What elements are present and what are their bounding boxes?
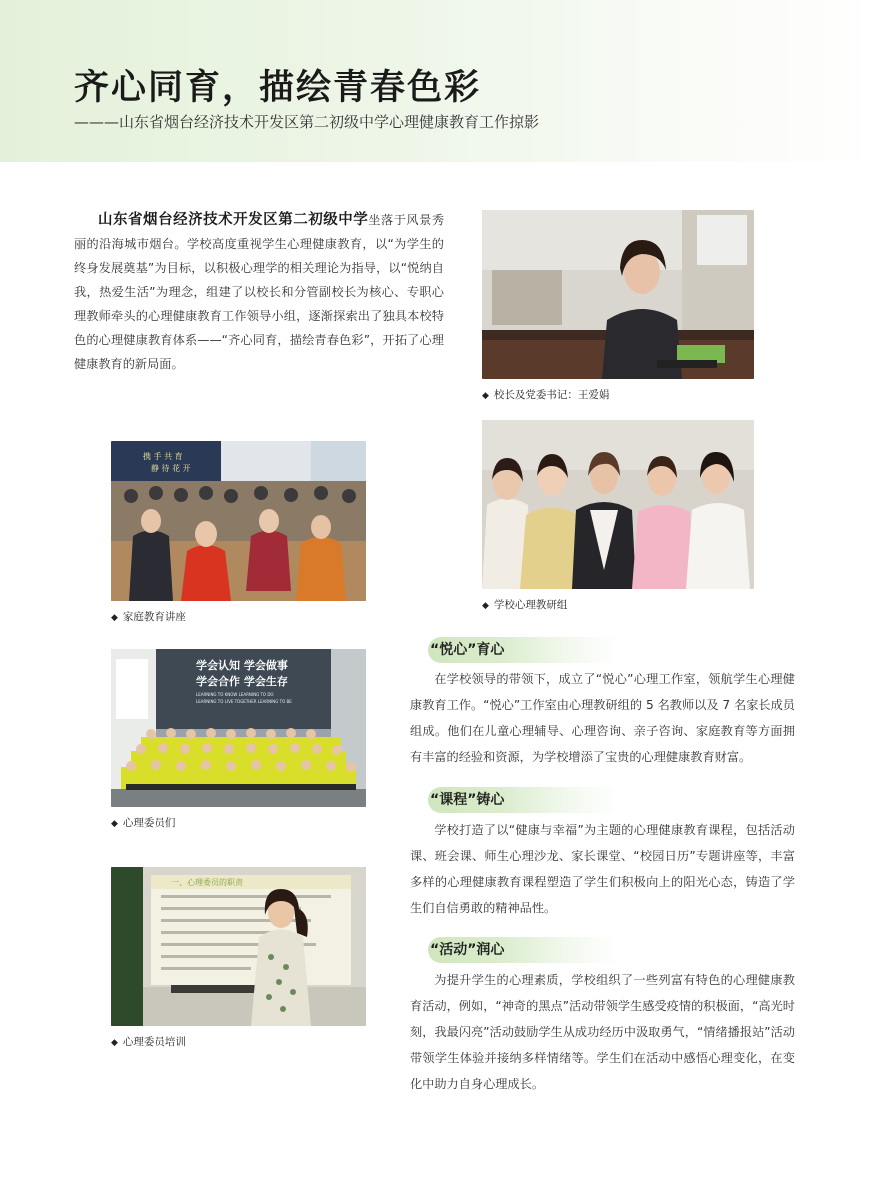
research-group-photo <box>482 420 754 589</box>
training-photo-image <box>111 867 366 1026</box>
diamond-icon: ◆ <box>482 391 489 401</box>
lecture-banner-line2: 静 待 花 开 <box>151 464 191 473</box>
page-subtitle: ———山东省烟台经济技术开发区第二初级中学心理健康教育工作掠影 <box>74 113 540 131</box>
slide-heading: 一、心理委员的职责 <box>171 878 243 887</box>
wall-slogan-en-line1: LEARNING TO KNOW LEARNING TO DO <box>196 692 274 697</box>
page-title: 齐心同育，描绘青春色彩 <box>74 68 482 108</box>
committee-photo-image <box>111 649 366 807</box>
committee-caption: ◆ 心理委员们 <box>111 817 176 829</box>
intro-text: 坐落于风景秀丽的沿海城市烟台。学校高度重视学生心理健康教育，以“为学生的终身发展奠基”为目标，以积极心理学的相关理论为指导，以“悦纳自我，热爱生活”为理念，组建了以校长和分管副校长为核心、专职心理教师牵头的心理健康教育工作领导小组，逐渐探索出了独具本校特色的心理健康教育体系——“齐心同育，描绘青春色彩”，开拓了心理健康教育的新局面。 <box>74 213 445 371</box>
section-kecheng-heading: “课程”铸心 <box>428 787 618 813</box>
research-group-caption: ◆ 学校心理教研组 <box>482 599 568 611</box>
training-photo <box>111 867 366 1026</box>
intro-paragraph <box>74 208 444 376</box>
wall-slogan-en-line2: LEARNING TO LIVE TOGETHER LEARNING TO BE <box>196 699 292 704</box>
school-name: 山东省烟台经济技术开发区第二初级中学 <box>98 212 369 228</box>
diamond-icon: ◆ <box>111 1038 118 1048</box>
principal-photo-image <box>482 210 754 379</box>
section-kecheng-body: 学校打造了以“健康与幸福”为主题的心理健康教育课程，包括活动课、班会课、师生心理沙龙、家长课堂、“校园日历”专题讲座等，丰富多样的心理健康教育课程塑造了学生们积极向上的阳光心态，铸造了学生们自信勇敢的精神品性。 <box>410 823 795 915</box>
training-caption: ◆ 心理委员培训 <box>111 1036 186 1048</box>
wall-slogan-line2: 学会合作 学会生存 <box>196 675 288 688</box>
committee-photo <box>111 649 366 807</box>
family-lecture-photo <box>111 441 366 601</box>
principal-photo <box>482 210 754 379</box>
family-lecture-caption: ◆ 家庭教育讲座 <box>111 611 186 623</box>
diamond-icon: ◆ <box>482 601 489 611</box>
principal-caption: ◆ 校长及党委书记：王爱娟 <box>482 389 610 401</box>
section-huodong-body: 为提升学生的心理素质，学校组织了一些列富有特色的心理健康教育活动，例如，“神奇的黑点”活动带领学生感受疫情的积极面，“高光时刻，我最闪亮”活动鼓励学生从成功经历中汲取勇气，“情绪播报站”活动带领学生体验并接纳多样情绪等。学生们在活动中感悟心理变化，在变化中助力自身心理成长。 <box>410 973 795 1091</box>
research-group-photo-image <box>482 420 754 589</box>
lecture-banner-line1: 携 手 共 育 <box>143 452 183 461</box>
wall-slogan-line1: 学会认知 学会做事 <box>196 659 288 672</box>
section-yuexin-body: 在学校领导的带领下，成立了“悦心”心理工作室，领航学生心理健康教育工作。“悦心”工作室由心理教研组的 5 名教师以及 7 名家长成员组成。他们在儿童心理辅导、心理咨询、亲子咨询、家庭教育等方面拥有丰富的经验和资源，为学校增添了宝贵的心理健康教育财富。 <box>410 672 795 764</box>
family-lecture-photo-image <box>111 441 366 601</box>
diamond-icon: ◆ <box>111 819 118 829</box>
diamond-icon: ◆ <box>111 613 118 623</box>
section-huodong-heading: “活动”润心 <box>428 937 618 963</box>
section-yuexin-heading: “悦心”育心 <box>428 637 618 663</box>
